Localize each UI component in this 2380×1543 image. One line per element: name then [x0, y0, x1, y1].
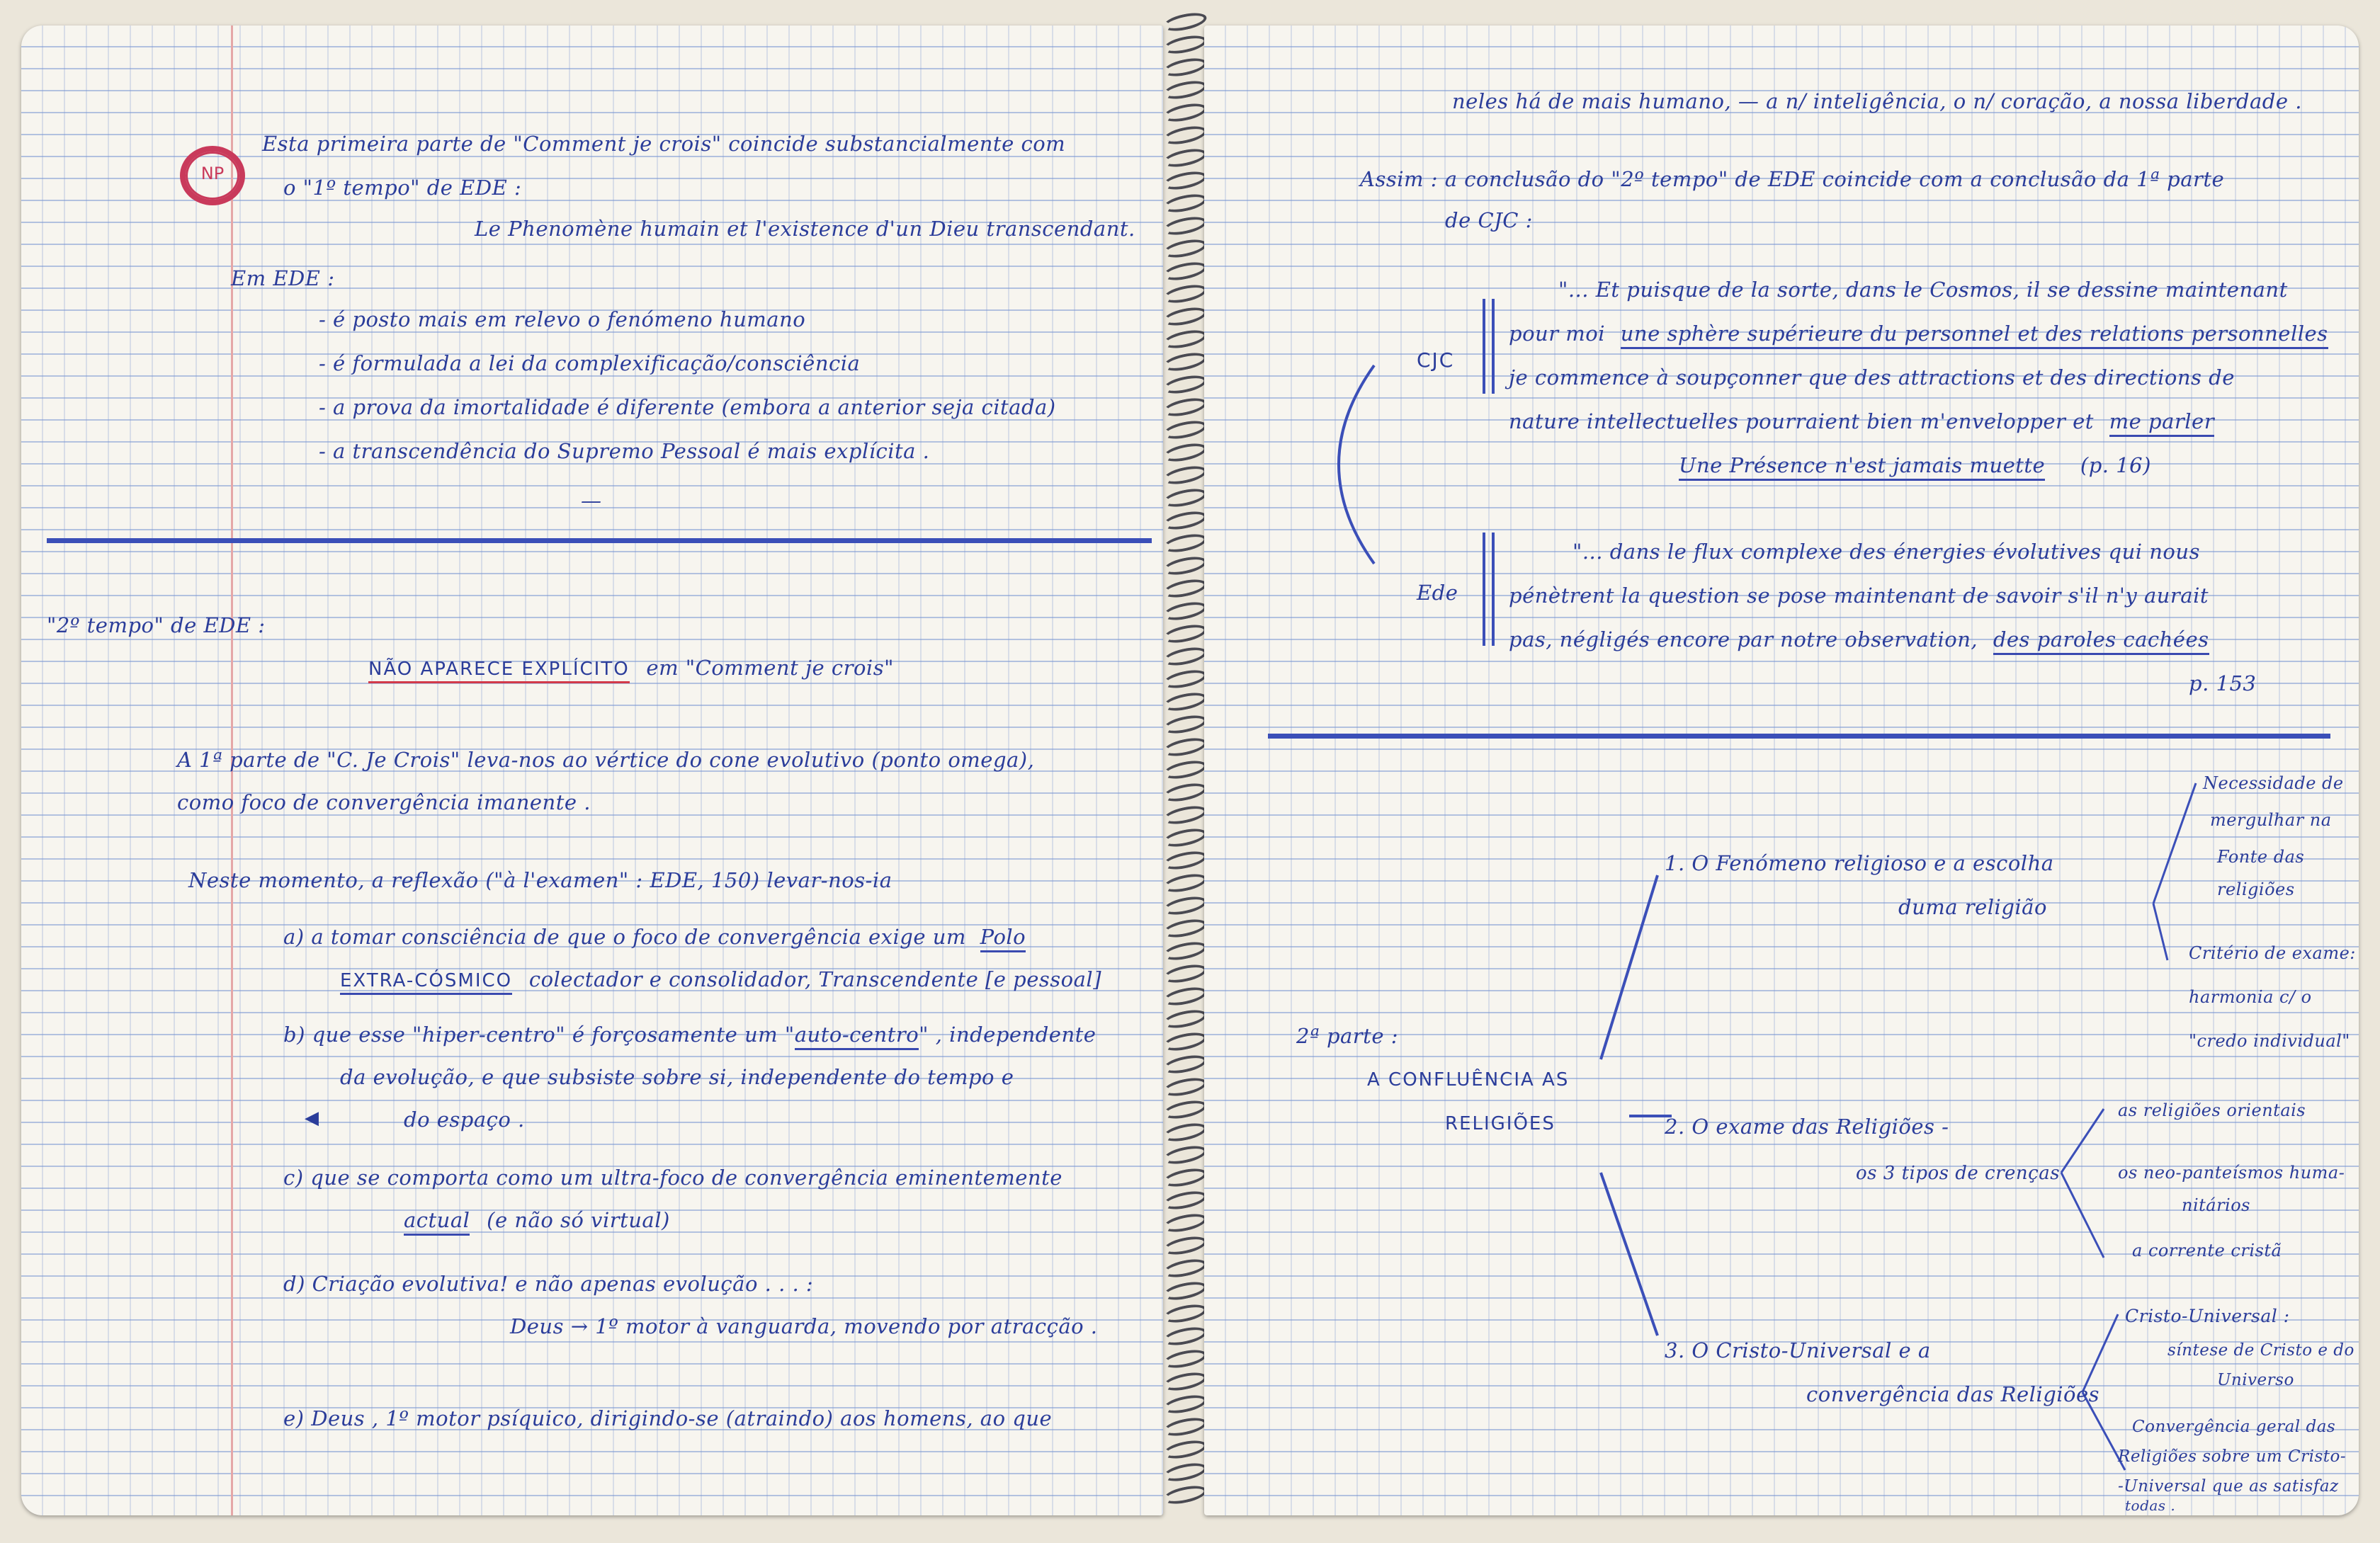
item-d-line-2: Deus → 1º motor à vanguarda, movendo por atracção .	[510, 1314, 1098, 1338]
type-2: os neo-panteísmos huma-	[2118, 1163, 2345, 1183]
spiral-coil	[1162, 735, 1208, 759]
ede-label: Ede	[1417, 581, 1458, 605]
spiral-coil	[1162, 712, 1208, 736]
item-a-line-1: a) a tomar consciência de que o foco de convergência exige um	[283, 925, 966, 949]
cjc-quote-line-2-start: pour moi	[1509, 321, 1606, 346]
cjc-quote-line-3: je commence à soupçonner que des attractions et des directions de	[1509, 365, 2235, 389]
spiral-coil	[1162, 486, 1208, 510]
spiral-coil	[1162, 372, 1208, 397]
spiral-coil	[1162, 826, 1208, 850]
spiral-coil	[1162, 758, 1208, 782]
item-c-actual: actual	[404, 1208, 470, 1236]
spiral-coil	[1162, 440, 1208, 465]
type-3: a corrente cristã	[2132, 1241, 2282, 1260]
item-2-line-1: 2. O exame das Religiões -	[1665, 1115, 1949, 1139]
note-3-line-2: Universo	[2217, 1371, 2294, 1389]
arrow-doodle-icon: ◀	[305, 1108, 319, 1129]
note-2-line-3: "credo individual"	[2189, 1031, 2350, 1051]
item-1-line-2: duma religião	[1898, 895, 2047, 919]
item-b-line-3: do espaço .	[404, 1108, 525, 1132]
note-1-line-3: Fonte das	[2217, 847, 2305, 867]
notebook-left-page	[21, 25, 1163, 1515]
em-ede-label: Em EDE :	[231, 266, 335, 290]
spiral-coil	[1162, 1075, 1208, 1099]
spiral-coil	[1162, 146, 1208, 170]
item-c-line-2: (e não só virtual)	[487, 1208, 670, 1232]
parte2-title-line-2: RELIGIÕES	[1445, 1113, 1556, 1134]
note-4-line-4: todas .	[2125, 1497, 2176, 1514]
assim-line-2: de CJC :	[1445, 208, 1533, 232]
item-b-line-1-end: " , independente	[919, 1023, 1096, 1047]
spiral-coil	[1162, 599, 1208, 623]
spiral-coil	[1162, 1460, 1208, 1484]
bullet-3: - a prova da imortalidade é diferente (embora a anterior seja citada)	[319, 395, 1056, 419]
spiral-coil	[1162, 327, 1208, 351]
cjc-page-ref: (p. 16)	[2080, 453, 2151, 477]
item-1-line-1: 1. O Fenómeno religioso e a escolha	[1665, 851, 2054, 875]
spiral-coil	[1162, 894, 1208, 918]
spiral-coil	[1162, 508, 1208, 533]
spiral-coil	[1162, 55, 1208, 79]
np-circle-mark	[186, 152, 239, 200]
cjc-quote-me-parler: me parler	[2109, 409, 2214, 437]
cjc-quote-line-1: "... Et puisque de la sorte, dans le Cosmos, il se dessine maintenant	[1558, 278, 2288, 302]
note-2-line-2: harmonia c/ o	[2189, 987, 2312, 1007]
spiral-coil	[1162, 237, 1208, 261]
spiral-coil	[1162, 1347, 1208, 1371]
note-1-line-2: mergulhar na	[2210, 810, 2332, 830]
cjc-label: CJC	[1417, 348, 1455, 372]
nao-aparece-rest: em "Comment je crois"	[646, 656, 894, 680]
spiral-coil	[1162, 282, 1208, 306]
intro-line-2: o "1º tempo" de EDE :	[283, 176, 522, 200]
spiral-coil	[1162, 576, 1208, 600]
section-divider	[47, 538, 1152, 543]
spiral-coil	[1162, 667, 1208, 691]
item-3-line-2: convergência das Religiões	[1806, 1382, 2100, 1406]
neste-momento-line: Neste momento, a reflexão ("à l'examen" : EDE, 150) levar-nos-ia	[188, 868, 892, 892]
spiral-coil	[1162, 350, 1208, 374]
note-3-line-1: síntese de Cristo e do	[2168, 1341, 2354, 1360]
spiral-coil	[1162, 1143, 1208, 1167]
notebook-right-page	[1204, 25, 2359, 1515]
spiral-coil	[1162, 690, 1208, 714]
item-2-line-2: os 3 tipos de crenças	[1856, 1163, 2061, 1184]
intro-line-1: Esta primeira parte de "Comment je crois" coincide substancialmente com	[262, 132, 1066, 156]
spiral-coil	[1162, 1370, 1208, 1394]
item-a-extra-cosmico: EXTRA-CÓSMICO	[340, 970, 512, 995]
np-label: NP	[200, 164, 225, 183]
item-a-line-2: colectador e consolidador, Transcendente [e pessoal]	[528, 967, 1102, 991]
spiral-coil	[1162, 463, 1208, 487]
cjc-quote-underlined: une sphère supérieure du personnel et des relations personnelles	[1621, 321, 2328, 349]
ede-quote-paroles: des paroles cachées	[1993, 627, 2209, 655]
para-a-line-1: A 1ª parte de "C. Je Crois" leva-nos ao vértice do cone evolutivo (ponto omega),	[177, 748, 1035, 772]
item-b-auto-centro: auto-centro	[795, 1023, 919, 1050]
spiral-coil	[1162, 1052, 1208, 1076]
intro-quote: Le Phenomène humain et l'existence d'un Dieu transcendant.	[475, 217, 1135, 241]
dash-mark: —	[581, 489, 602, 513]
spiral-coil	[1162, 1188, 1208, 1212]
ede-quote-line-3: pas, négligés encore par notre observation,	[1509, 627, 1978, 651]
spiral-coil	[1162, 1415, 1208, 1439]
ede-quote-line-1: "... dans le flux complexe des énergies évolutives qui nous	[1572, 540, 2200, 564]
spiral-coil	[1162, 1279, 1208, 1303]
spiral-coil	[1162, 622, 1208, 646]
bracket-and-diagram-lines	[1204, 25, 2359, 1515]
spiral-coil	[1162, 916, 1208, 940]
parte2-label: 2ª parte :	[1296, 1024, 1398, 1048]
spiral-coil	[1162, 939, 1208, 963]
nao-aparece-text: NÃO APARECE EXPLÍCITO	[368, 659, 630, 683]
spiral-coil	[1162, 871, 1208, 895]
spiral-coil	[1162, 531, 1208, 555]
type-2-cont: nitários	[2182, 1195, 2250, 1215]
spiral-coil	[1162, 1256, 1208, 1280]
spiral-coil	[1162, 1030, 1208, 1054]
ede-quote-line-2: pénètrent la question se pose maintenant de savoir s'il n'y aurait	[1509, 583, 2209, 608]
spiral-coil	[1162, 962, 1208, 986]
spiral-coil	[1162, 1392, 1208, 1416]
spiral-coil	[1162, 984, 1208, 1008]
spiral-coil	[1162, 1324, 1208, 1348]
spiral-coil	[1162, 848, 1208, 872]
bullet-1: - é posto mais em relevo o fenómeno humano	[319, 307, 806, 331]
spiral-coil	[1162, 123, 1208, 147]
note-4-line-1: Convergência geral das	[2132, 1418, 2336, 1436]
note-4-line-2: Religiões sobre um Cristo-	[2118, 1447, 2347, 1466]
heading-2-tempo: "2º tempo" de EDE :	[47, 613, 266, 637]
cjc-quote-presence: Une Présence n'est jamais muette	[1679, 453, 2045, 481]
item-b-line-2: da evolução, e que subsiste sobre si, independente do tempo e	[340, 1065, 1014, 1089]
spiral-coil	[1162, 1302, 1208, 1326]
spiral-coil	[1162, 1437, 1208, 1462]
parte2-title-line-1: A CONFLUÊNCIA AS	[1367, 1069, 1570, 1091]
spiral-coil	[1162, 1098, 1208, 1122]
top-line: neles há de mais humano, — a n/ inteligência, o n/ coração, a nossa liberdade .	[1452, 89, 2302, 113]
spiral-coil	[1162, 1234, 1208, 1258]
note-1-line-4: religiões	[2217, 879, 2295, 899]
spiral-coil	[1162, 259, 1208, 283]
spiral-coil	[1162, 1166, 1208, 1190]
spiral-coil	[1162, 214, 1208, 238]
type-1: as religiões orientais	[2118, 1100, 2306, 1120]
spiral-coil	[1162, 1007, 1208, 1031]
spiral-coil	[1162, 191, 1208, 215]
note-2-line-1: Critério de exame:	[2189, 943, 2356, 963]
spiral-coil	[1162, 418, 1208, 442]
note-4-line-3: -Universal que as satisfaz	[2118, 1477, 2339, 1496]
spiral-coil	[1162, 78, 1208, 102]
spiral-coil	[1162, 33, 1208, 57]
spiral-coil	[1162, 644, 1208, 668]
spiral-coil	[1162, 1211, 1208, 1235]
spiral-coil	[1162, 803, 1208, 827]
spiral-coil	[1162, 1120, 1208, 1144]
note-1-line-1: Necessidade de	[2203, 773, 2344, 793]
section-divider-right	[1268, 734, 2330, 739]
cjc-quote-line-4: nature intellectuelles pourraient bien m'envelopper et	[1509, 409, 2094, 433]
spiral-coil	[1162, 780, 1208, 804]
item-d-line-1: d) Criação evolutiva! e não apenas evolução . . . :	[283, 1272, 814, 1296]
spiral-coil	[1162, 395, 1208, 419]
note-3-title: Cristo-Universal :	[2125, 1306, 2290, 1326]
spiral-binding	[1162, 14, 1204, 1515]
spiral-coil	[1162, 169, 1208, 193]
spiral-coil	[1162, 10, 1208, 34]
item-3-line-1: 3. O Cristo-Universal e a	[1665, 1338, 1931, 1362]
spiral-coil	[1162, 304, 1208, 329]
spiral-coil	[1162, 1483, 1208, 1507]
bullet-4: - a transcendência do Supremo Pessoal é mais explícita .	[319, 439, 930, 463]
item-e-line-1: e) Deus , 1º motor psíquico, dirigindo-se (atraindo) aos homens, ao que	[283, 1406, 1053, 1430]
item-c-line-1: c) que se comporta como um ultra-foco de convergência eminentemente	[283, 1166, 1062, 1190]
spiral-coil	[1162, 554, 1208, 578]
assim-line-1: Assim : a conclusão do "2º tempo" de EDE coincide com a conclusão da 1ª parte	[1360, 167, 2225, 191]
ede-page-ref: p. 153	[2189, 671, 2257, 695]
spiral-coil	[1162, 101, 1208, 125]
para-a-line-2: como foco de convergência imanente .	[177, 790, 591, 814]
item-b-line-1: b) que esse "hiper-centro" é forçosamente um "	[283, 1023, 795, 1047]
item-a-polo: Polo	[980, 925, 1026, 952]
bullet-2: - é formulada a lei da complexificação/consciência	[319, 351, 861, 375]
